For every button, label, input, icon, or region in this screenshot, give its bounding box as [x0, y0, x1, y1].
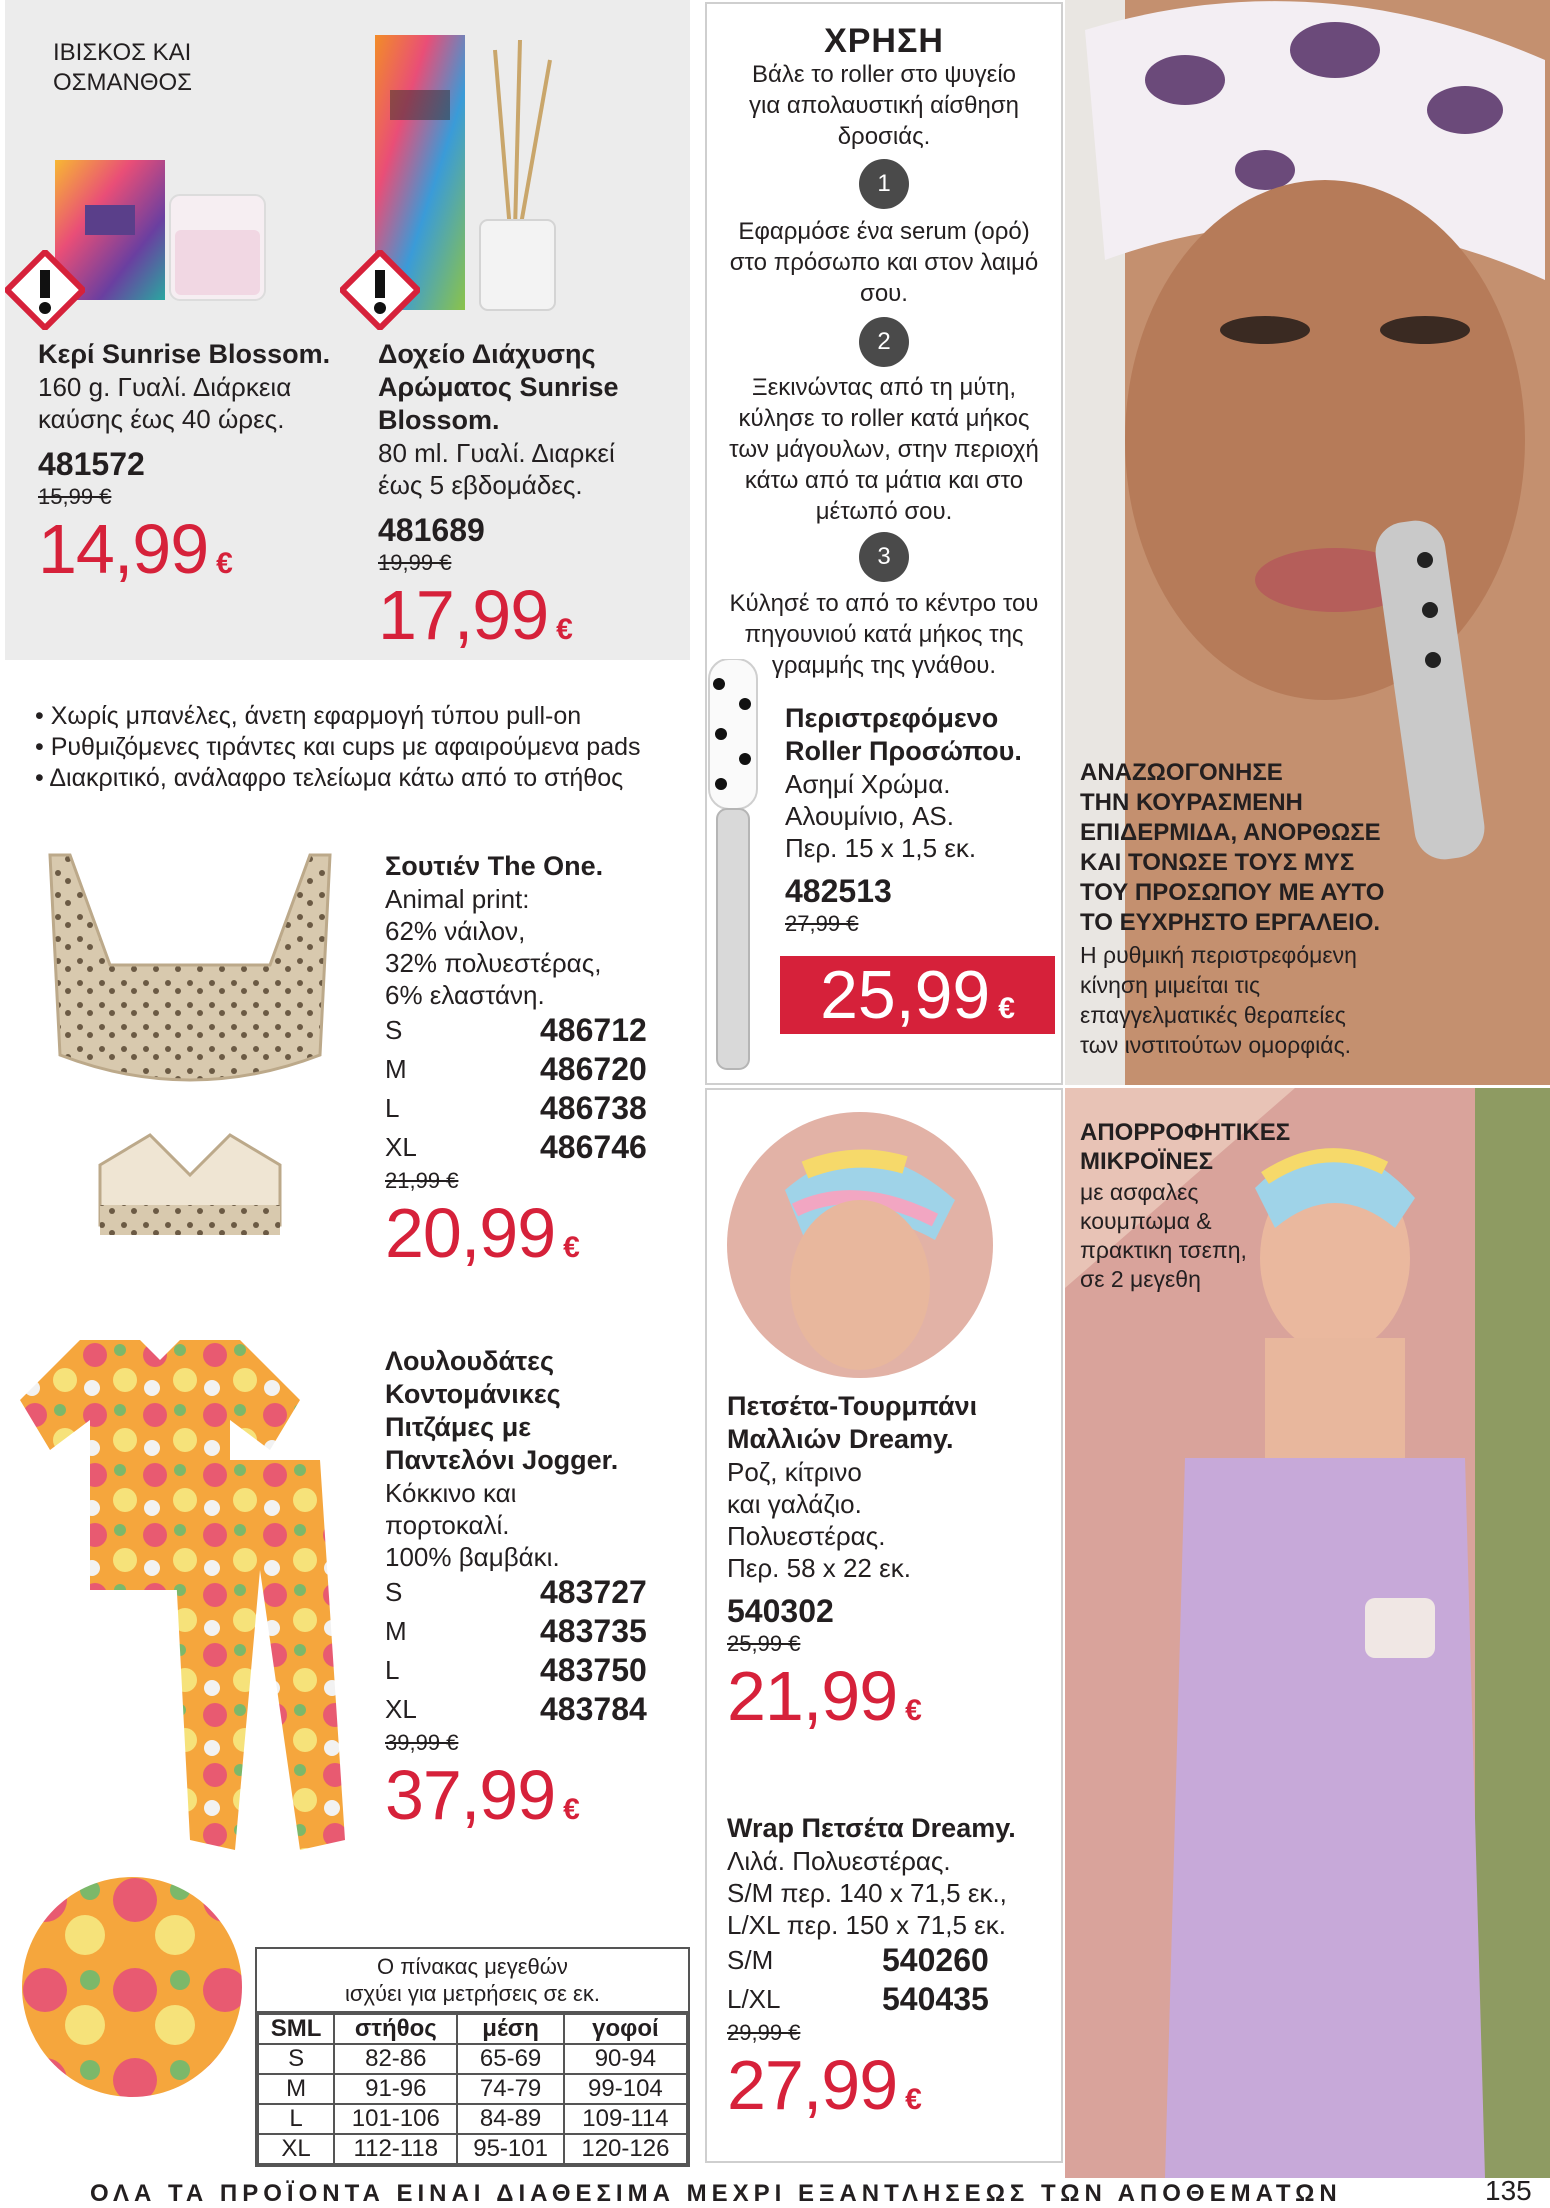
size-table: [255, 1947, 690, 2167]
wrap-price: 27,99 €: [727, 2046, 921, 2124]
pyjamas-product: [385, 1345, 675, 1848]
bra-image: [30, 845, 350, 1265]
wrap-title: Wrap Πετσέτα Dreamy.: [727, 1813, 1016, 1843]
bra-description: Animal print: 62% νάιλον, 32% πολυεστέρας, 6% ελαστάνη.: [385, 884, 602, 1010]
roller-image: [707, 659, 762, 1084]
pyjamas-image: [20, 1340, 360, 1870]
bra-price: 20,99 €: [385, 1194, 579, 1272]
size-row: L 486738: [385, 1090, 647, 1126]
pyjamas-price: 37,99 €: [385, 1756, 579, 1834]
roller-price: 25,99: [820, 957, 991, 1033]
candle-product: [38, 338, 348, 602]
table-row: [258, 2134, 687, 2164]
diffuser-product: [378, 338, 688, 668]
footer-notice: ΟΛΑ ΤΑ ΠΡΟΪΟΝΤΑ ΕΙΝΑΙ ΔΙΑΘΕΣΙΜΑ ΜΕΧΡΙ ΕΞΑΝΤΛΗΣΕΩΣ ΤΩΝ ΑΠΟΘΕΜΑΤΩΝ: [90, 2180, 1342, 2207]
table-cell: 101-106: [334, 2104, 457, 2134]
table-row: [258, 2074, 687, 2104]
wrap-product: [727, 1812, 1057, 2138]
bra-features-list: [35, 701, 641, 794]
bra-title: Σουτιέν The One.: [385, 851, 604, 881]
candle-title: Κερί Sunrise Blossom.: [38, 339, 331, 369]
table-row: [258, 2104, 687, 2134]
fabric-swatch-image: [20, 1875, 245, 2100]
scent-label: ΙΒΙΣΚΟΣ ΚΑΙ ΟΣΜΑΝΘΟΣ: [53, 39, 193, 96]
hazard-warning-icon: [5, 250, 85, 330]
candle-old-price: 15,99 €: [38, 484, 112, 509]
candle-section: [5, 0, 690, 660]
step-2-badge: 2: [859, 317, 909, 367]
step-1-badge: 1: [859, 159, 909, 209]
table-cell: 112-118: [334, 2134, 457, 2164]
step-2-text: Ξεκινώντας από τη μύτη, κύλησε το roller κατά μήκος των μάγουλων, στην περιοχή κάτω από τα μάτια και στο μέτωπό σου.: [729, 374, 1039, 525]
usage-section: [705, 2, 1063, 1085]
turban-description: Ροζ, κίτρινο και γαλάζιο. Πολυεστέρας. Περ. 58 x 22 εκ.: [727, 1457, 911, 1583]
size-row: S 483727: [385, 1574, 647, 1610]
wrap-caption: με ασφαλες κουμπωμα & πρακτικη τσεπη, σε 2 μεγεθη: [1080, 1179, 1247, 1292]
table-header: SML: [258, 2014, 334, 2044]
diffuser-description: 80 ml. Γυαλί. Διαρκεί έως 5 εβδομάδες.: [378, 438, 615, 500]
table-cell: 65-69: [457, 2044, 563, 2074]
table-cell: 120-126: [564, 2134, 687, 2164]
size-row: S 486712: [385, 1012, 647, 1048]
roller-description: Ασημί Χρώμα. Αλουμίνιο, AS. Περ. 15 x 1,5 εκ.: [785, 769, 977, 863]
pyjamas-old-price: 39,99 €: [385, 1730, 459, 1755]
step-3-badge: 3: [859, 532, 909, 582]
table-cell: S: [258, 2044, 334, 2074]
roller-product: [785, 702, 1055, 938]
step-1-text: Εφαρμόσε ένα serum (ορό) στο πρόσωπο και στον λαιμό σου.: [729, 218, 1039, 307]
face-caption-bold: ΑΝΑΖΩΟΓΟΝΗΣΕ ΤΗΝ ΚΟΥΡΑΣΜΕΝΗ ΕΠΙΔΕΡΜΙΔΑ, ΑΝΟΡΘΩΣΕ ΚΑΙ ΤΟΝΩΣΕ ΤΟΥΣ ΜΥΣ ΤΟΥ ΠΡΟΣΩΠΟΥ ΜΕ ΑΥΤΟ ΤΟ ΕΥΧΡΗΣΤΟ ΕΡΓΑΛΕΙΟ.: [1080, 759, 1385, 936]
table-cell: 82-86: [334, 2044, 457, 2074]
size-row: S/M 540260: [727, 1942, 989, 1978]
table-header: γοφοί: [564, 2014, 687, 2044]
diffuser-price: 17,99 €: [378, 576, 572, 654]
table-header: μέση: [457, 2014, 563, 2044]
roller-code: 482513: [785, 873, 892, 909]
table-row: [258, 2044, 687, 2074]
page-number: 135: [1485, 2175, 1532, 2206]
candle-description: 160 g. Γυαλί. Διάρκεια καύσης έως 40 ώρες.: [38, 372, 292, 434]
diffuser-old-price: 19,99 €: [378, 550, 452, 575]
table-cell: 91-96: [334, 2074, 457, 2104]
step-3-text: Κύλησέ το από το κέντρο του πηγουνιού κατά μήκος της γραμμής της γνάθου.: [729, 590, 1039, 679]
wrap-description: Λιλά. Πολυεστέρας. S/M περ. 140 x 71,5 εκ., L/XL περ. 150 x 71,5 εκ.: [727, 1846, 1007, 1940]
table-cell: 109-114: [564, 2104, 687, 2134]
size-table-grid: [257, 2013, 688, 2165]
size-row: XL 483784: [385, 1691, 647, 1727]
diffuser-code: 481689: [378, 512, 485, 548]
table-cell: 95-101: [457, 2134, 563, 2164]
turban-old-price: 25,99 €: [727, 1631, 801, 1656]
table-cell: 99-104: [564, 2074, 687, 2104]
candle-code: 481572: [38, 446, 145, 482]
turban-photo: [725, 1110, 995, 1380]
face-caption: Η ρυθμική περιστρεφόμενη κίνηση μιμείται τις επαγγελματικές θεραπείες των ινστιτούτων ομορφιάς.: [1080, 942, 1357, 1058]
turban-product: [727, 1390, 1057, 1749]
diffuser-title: Δοχείο Διάχυσης Αρώματος Sunrise Blossom.: [378, 339, 619, 435]
size-row: M 486720: [385, 1051, 647, 1087]
turban-price: 21,99 €: [727, 1657, 921, 1735]
towel-section: [705, 1088, 1063, 2163]
feature-item: • Ρυθμιζόμενες τιράντες και cups με αφαιρούμενα pads: [35, 733, 641, 761]
face-photo: [1065, 0, 1550, 1085]
size-table-caption: Ο πίνακας μεγεθών ισχύει για μετρήσεις σε εκ.: [257, 1949, 688, 2013]
turban-code: 540302: [727, 1593, 834, 1629]
table-cell: M: [258, 2074, 334, 2104]
table-header: στήθος: [334, 2014, 457, 2044]
roller-old-price: 27,99 €: [785, 911, 859, 936]
candle-price: 14,99 €: [38, 510, 232, 588]
pyjamas-description: Κόκκινο και πορτοκαλί. 100% βαμβάκι.: [385, 1478, 560, 1572]
bra-section: [0, 675, 695, 2175]
wrap-photo: [1065, 1088, 1550, 2178]
wrap-old-price: 29,99 €: [727, 2020, 801, 2045]
hazard-warning-icon: [340, 250, 420, 330]
table-cell: L: [258, 2104, 334, 2134]
turban-title: Πετσέτα-Τουρμπάνι Μαλλιών Dreamy.: [727, 1391, 978, 1454]
bra-product: [385, 850, 675, 1286]
wrap-caption-bold: ΑΠΟΡΡΟΦΗΤΙΚΕΣ ΜΙΚΡΟΪΝΕΣ: [1080, 1119, 1291, 1175]
size-row: XL 486746: [385, 1129, 647, 1165]
table-cell: XL: [258, 2134, 334, 2164]
table-cell: 84-89: [457, 2104, 563, 2134]
table-cell: 74-79: [457, 2074, 563, 2104]
feature-item: • Διακριτικό, ανάλαφρο τελείωμα κάτω από το στήθος: [35, 764, 624, 792]
bra-old-price: 21,99 €: [385, 1168, 459, 1193]
usage-intro: Βάλε το roller στο ψυγείο για απολαυστική αίσθηση δροσιάς.: [748, 61, 1019, 150]
usage-heading: ΧΡΗΣΗ: [824, 22, 944, 60]
size-row: L/XL 540435: [727, 1981, 989, 2017]
roller-price-box: 25,99 €: [780, 956, 1055, 1034]
roller-title: Περιστρεφόμενο Roller Προσώπου.: [785, 703, 1022, 766]
size-row: M 483735: [385, 1613, 647, 1649]
feature-item: • Χωρίς μπανέλες, άνετη εφαρμογή τύπου pull-on: [35, 702, 582, 730]
pyjamas-title: Λουλουδάτες Κοντομάνικες Πιτζάμες με Παντελόνι Jogger.: [385, 1346, 619, 1475]
table-cell: 90-94: [564, 2044, 687, 2074]
size-row: L 483750: [385, 1652, 647, 1688]
